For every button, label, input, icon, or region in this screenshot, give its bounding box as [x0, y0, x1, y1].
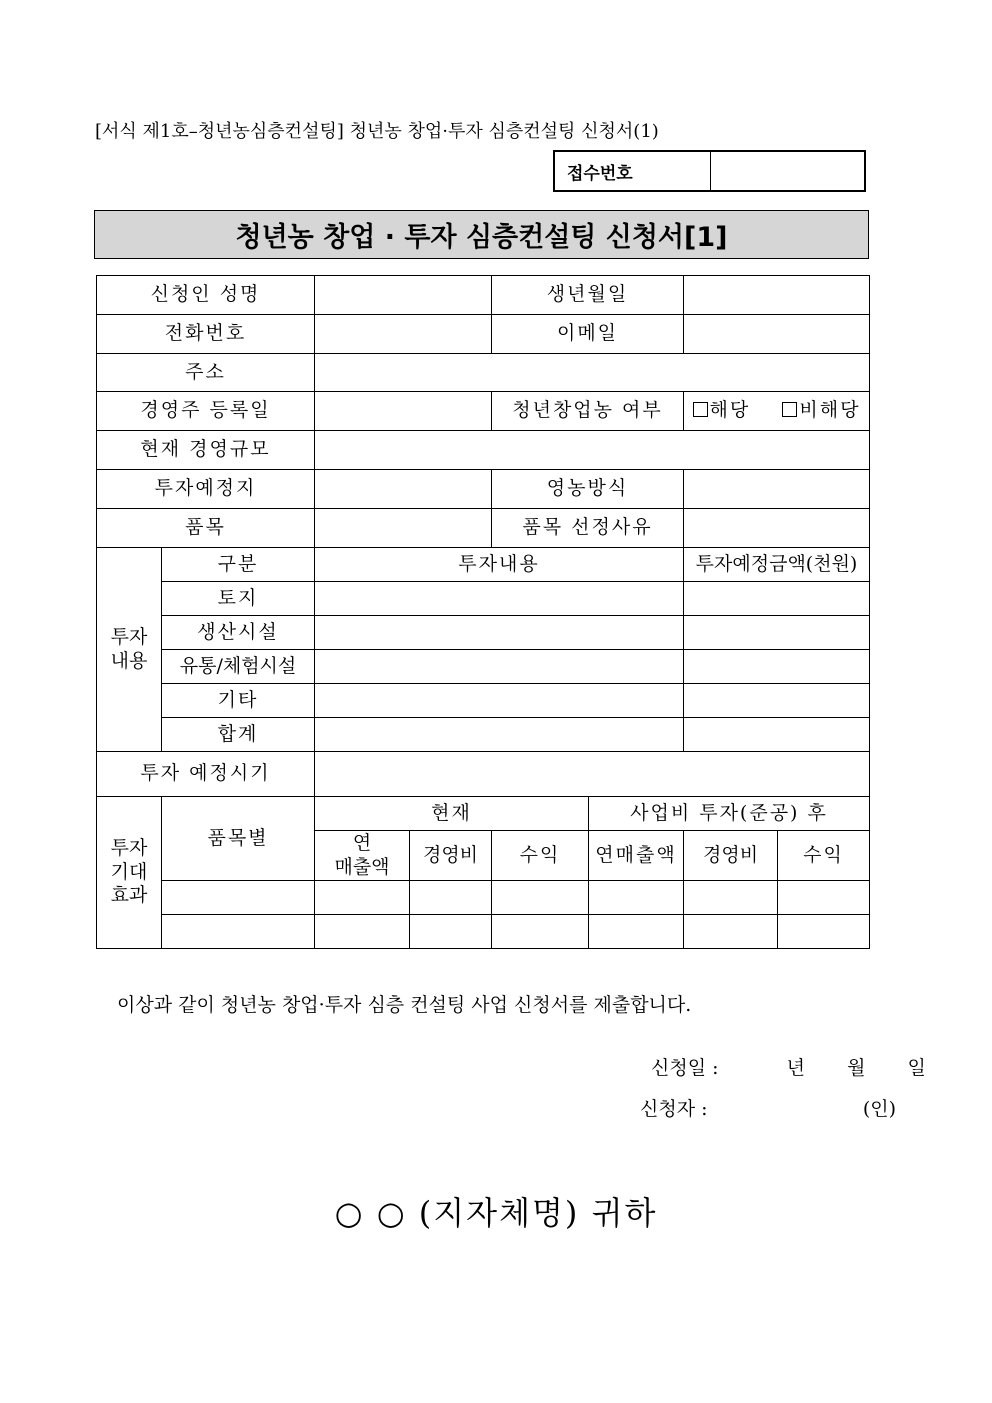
label-investment-timing: 투자 예정시기: [97, 752, 315, 797]
input-distribution-content[interactable]: [315, 650, 684, 684]
col-category: 구분: [162, 548, 315, 582]
row-label-total: 합계: [162, 718, 315, 752]
input-effect-cell[interactable]: [684, 915, 778, 949]
input-total-amount[interactable]: [684, 718, 870, 752]
label-email: 이메일: [492, 315, 684, 354]
input-effect-cell[interactable]: [315, 881, 410, 915]
row-label-production: 생산시설: [162, 616, 315, 650]
input-effect-cell[interactable]: [492, 915, 589, 949]
input-item-reason[interactable]: [684, 509, 870, 548]
input-effect-cell[interactable]: [410, 915, 492, 949]
addressee: ○ ○ (지자체명) 귀하: [334, 1194, 658, 1232]
form-title: 청년농 창업 · 투자 심층컨설팅 신청서[1]: [94, 210, 869, 259]
input-total-content[interactable]: [315, 718, 684, 752]
investment-section-label: 투자 내용: [97, 548, 162, 752]
input-farming-method[interactable]: [684, 470, 870, 509]
input-other-amount[interactable]: [684, 684, 870, 718]
label-current-scale: 현재 경영규모: [97, 431, 315, 470]
label-investment-site: 투자예정지: [97, 470, 315, 509]
input-effect-cell[interactable]: [684, 881, 778, 915]
label-item-reason: 품목 선정사유: [492, 509, 684, 548]
input-distribution-amount[interactable]: [684, 650, 870, 684]
input-investment-site[interactable]: [315, 470, 492, 509]
label-youth-farmer-status: 청년창업농 여부: [492, 392, 684, 431]
input-effect-item-2[interactable]: [162, 915, 315, 949]
col-after-cost: 경영비: [684, 831, 778, 881]
label-phone: 전화번호: [97, 315, 315, 354]
label-after-investment: 사업비 투자(준공) 후: [589, 797, 870, 831]
input-effect-cell[interactable]: [492, 881, 589, 915]
label-by-item: 품목별: [162, 797, 315, 881]
label-farming-method: 영농방식: [492, 470, 684, 509]
input-production-amount[interactable]: [684, 616, 870, 650]
input-effect-cell[interactable]: [589, 915, 684, 949]
application-date-label: 신청일 :: [651, 1057, 719, 1079]
col-current-profit: 수익: [492, 831, 589, 881]
col-investment-amount: 투자예정금액(천원): [684, 548, 870, 582]
youth-status-options: [684, 392, 870, 431]
input-effect-cell[interactable]: [589, 881, 684, 915]
application-date-line: [651, 1053, 926, 1080]
col-after-sales: 연매출액: [589, 831, 684, 881]
input-effect-cell[interactable]: [778, 915, 870, 949]
input-effect-item-1[interactable]: [162, 881, 315, 915]
input-applicant-name[interactable]: [315, 276, 492, 315]
input-effect-cell[interactable]: [410, 881, 492, 915]
label-current: 현재: [315, 797, 589, 831]
label-item: 품목: [97, 509, 315, 548]
col-investment-content: 투자내용: [315, 548, 684, 582]
receipt-number-label: 접수번호: [555, 152, 711, 190]
input-production-content[interactable]: [315, 616, 684, 650]
application-table: [96, 275, 870, 949]
receipt-number-field[interactable]: [711, 152, 864, 190]
row-label-land: 토지: [162, 582, 315, 616]
form-number-header: [서식 제1호–청년농심층컨설팅] 청년농 창업·투자 심층컨설팅 신청서(1): [95, 121, 659, 142]
input-item[interactable]: [315, 509, 492, 548]
label-registration-date: 경영주 등록일: [97, 392, 315, 431]
label-birth-date: 생년월일: [492, 276, 684, 315]
checkbox-icon: [693, 402, 708, 417]
checkbox-icon: [782, 402, 797, 417]
input-effect-cell[interactable]: [778, 881, 870, 915]
input-land-content[interactable]: [315, 582, 684, 616]
input-other-content[interactable]: [315, 684, 684, 718]
input-effect-cell[interactable]: [315, 915, 410, 949]
input-current-scale[interactable]: [315, 431, 870, 470]
input-investment-timing[interactable]: [315, 752, 870, 797]
col-after-profit: 수익: [778, 831, 870, 881]
applicant-signature-line: [640, 1094, 900, 1121]
input-address[interactable]: [315, 354, 870, 392]
input-registration-date[interactable]: [315, 392, 492, 431]
receipt-number-box: [553, 150, 866, 192]
row-label-distribution: 유통/체험시설: [162, 650, 315, 684]
col-current-cost: 경영비: [410, 831, 492, 881]
label-applicant-name: 신청인 성명: [97, 276, 315, 315]
input-phone[interactable]: [315, 315, 492, 354]
date-month-label: 월: [847, 1057, 866, 1079]
label-address: 주소: [97, 354, 315, 392]
submission-statement: 이상과 같이 청년농 창업·투자 심층 컨설팅 사업 신청서를 제출합니다.: [117, 994, 692, 1016]
input-land-amount[interactable]: [684, 582, 870, 616]
col-current-sales: 연 매출액: [315, 831, 410, 881]
input-email[interactable]: [684, 315, 870, 354]
input-birth-date[interactable]: [684, 276, 870, 315]
applicable-checkbox[interactable]: 해당: [693, 399, 751, 421]
applicant-label: 신청자 :: [640, 1098, 708, 1120]
not-applicable-checkbox[interactable]: 비해당: [782, 399, 860, 421]
row-label-other: 기타: [162, 684, 315, 718]
date-year-label: 년: [786, 1057, 805, 1079]
effect-section-label: 투자 기대 효과: [97, 797, 162, 949]
date-day-label: 일: [907, 1057, 926, 1079]
seal-mark: (인): [862, 1098, 896, 1120]
